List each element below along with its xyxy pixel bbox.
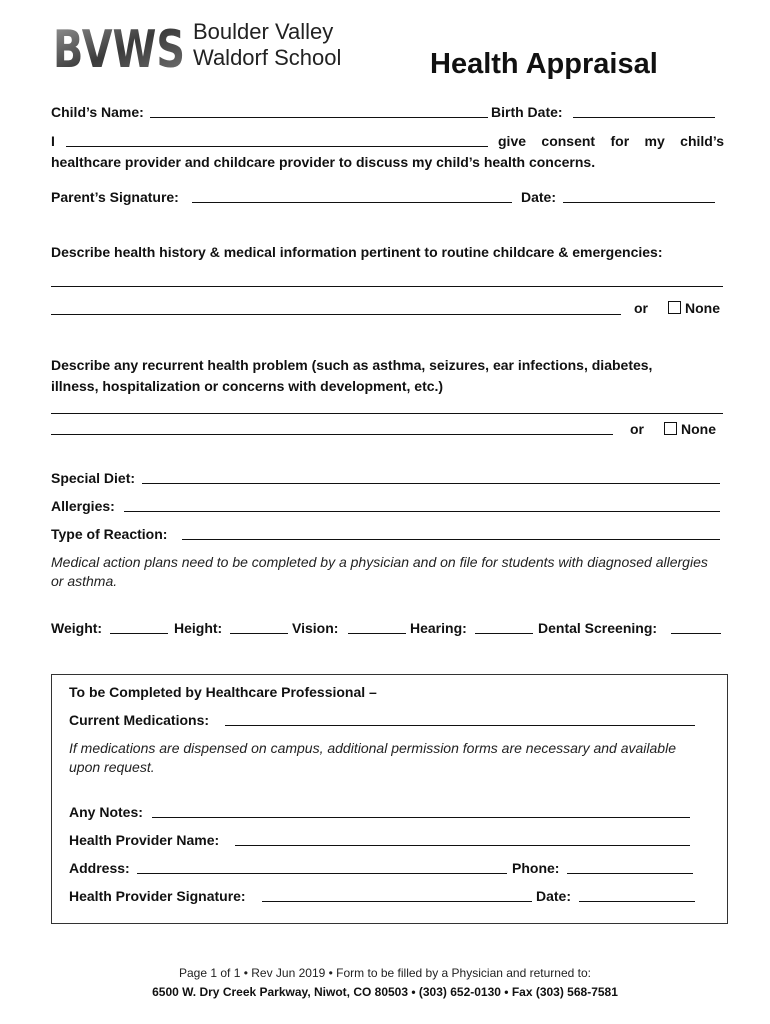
history-prompt: Describe health history & medical information pertinent to routine childcare & emergencies: (51, 244, 663, 260)
bvws-logo-icon (53, 20, 188, 80)
notes-field[interactable] (152, 817, 690, 818)
school-name-line2: Waldorf School (193, 45, 342, 70)
provider-signature-field[interactable] (262, 901, 532, 902)
svg-text:BVWS: BVWS (53, 20, 185, 80)
weight-label: Weight: (51, 620, 103, 636)
recurrent-line-2[interactable] (51, 434, 613, 435)
checkbox-icon[interactable] (664, 422, 677, 435)
dental-label: Dental Screening: (538, 620, 658, 636)
birth-date-label: Birth Date: (491, 104, 563, 120)
footer-line-2: 6500 W. Dry Creek Parkway, Niwot, CO 80503 • (303) 652-0130 • Fax (303) 568-7581 (152, 985, 618, 999)
address-field[interactable] (137, 873, 507, 874)
history-line-1[interactable] (51, 286, 723, 287)
provider-name-label: Health Provider Name: (69, 832, 220, 848)
dental-field[interactable] (671, 633, 721, 634)
provider-date-field[interactable] (579, 901, 695, 902)
history-none-option[interactable] (668, 300, 720, 316)
recurrent-prompt-1: Describe any recurrent health problem (such as asthma, seizures, ear infections, diabetes, (51, 357, 653, 373)
provider-date-label: Date: (536, 888, 572, 904)
checkbox-icon[interactable] (668, 301, 681, 314)
consent-text-1: give consent for my child’s (498, 133, 724, 149)
history-none-label: None (685, 300, 720, 316)
hearing-label: Hearing: (410, 620, 467, 636)
allergies-label: Allergies: (51, 498, 115, 514)
page-title: Health Appraisal (430, 48, 658, 80)
recurrent-line-1[interactable] (51, 413, 723, 414)
phone-label: Phone: (512, 860, 560, 876)
phone-field[interactable] (567, 873, 693, 874)
school-logo (53, 20, 188, 80)
medications-label: Current Medications: (69, 712, 210, 728)
medications-field[interactable] (225, 725, 695, 726)
special-diet-field[interactable] (142, 483, 720, 484)
child-name-field[interactable] (150, 117, 488, 118)
recurrent-or-label: or (630, 421, 644, 437)
parent-signature-field[interactable] (192, 202, 512, 203)
vision-field[interactable] (348, 633, 406, 634)
address-label: Address: (69, 860, 130, 876)
history-or-label: or (634, 300, 648, 316)
vision-label: Vision: (292, 620, 339, 636)
i-label: I (51, 133, 55, 149)
recurrent-none-label: None (681, 421, 716, 437)
provider-name-field[interactable] (235, 845, 690, 846)
professional-heading: To be Completed by Healthcare Professional – (69, 684, 377, 700)
recurrent-prompt-2: illness, hospitalization or concerns with development, etc.) (51, 378, 444, 394)
provider-signature-label: Health Provider Signature: (69, 888, 246, 904)
reaction-label: Type of Reaction: (51, 526, 168, 542)
parent-signature-label: Parent’s Signature: (51, 189, 179, 205)
recurrent-none-option[interactable] (664, 421, 716, 437)
parent-name-field[interactable] (66, 146, 488, 147)
height-label: Height: (174, 620, 223, 636)
action-plan-note: Medical action plans need to be completed by a physician and on file for students with diagnosed allergies or asthma. (51, 554, 708, 589)
weight-field[interactable] (110, 633, 168, 634)
parent-date-field[interactable] (563, 202, 715, 203)
height-field[interactable] (230, 633, 288, 634)
parent-date-label: Date: (521, 189, 557, 205)
consent-text-2: healthcare provider and childcare provider to discuss my child’s health concerns. (51, 154, 596, 170)
footer-line-1: Page 1 of 1 • Rev Jun 2019 • Form to be filled by a Physician and returned to: (179, 966, 591, 980)
hearing-field[interactable] (475, 633, 533, 634)
child-name-label: Child’s Name: (51, 104, 144, 120)
school-name-line1: Boulder Valley (193, 19, 334, 44)
notes-label: Any Notes: (69, 804, 143, 820)
history-line-2[interactable] (51, 314, 621, 315)
reaction-field[interactable] (182, 539, 720, 540)
allergies-field[interactable] (124, 511, 720, 512)
birth-date-field[interactable] (573, 117, 715, 118)
special-diet-label: Special Diet: (51, 470, 136, 486)
medications-note: If medications are dispensed on campus, additional permission forms are necessary and available upon request. (69, 740, 676, 775)
